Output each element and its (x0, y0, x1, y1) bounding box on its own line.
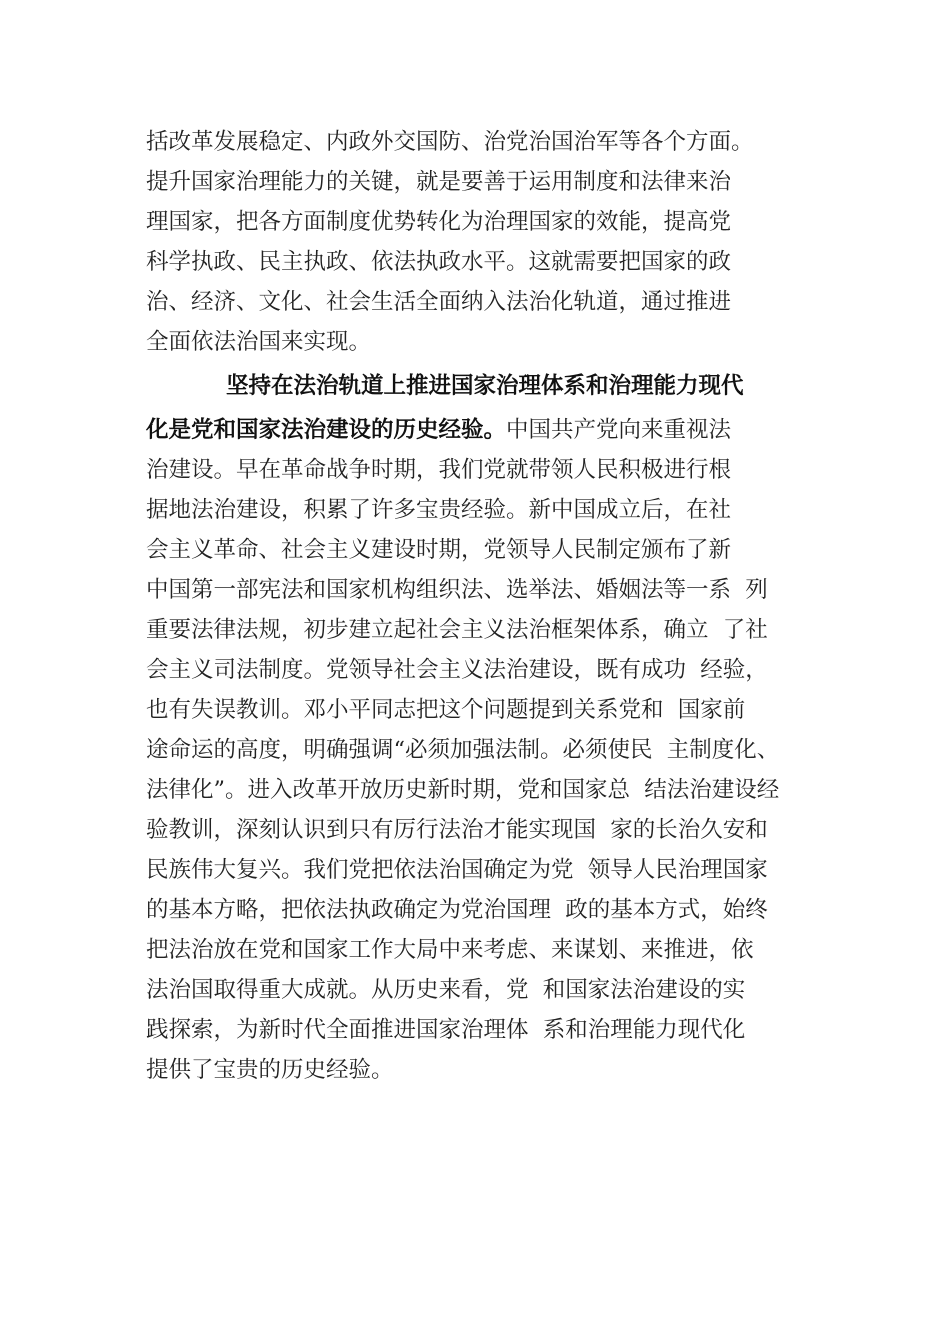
text-line-rest: 中国共产党向来重视法 (506, 417, 732, 443)
text-line: 法治国取得重大成就。从历史来看，党 和国家法治建设的实 (146, 977, 746, 1003)
text-line: 会主义司法制度。党领导社会主义法治建设，既有成功 经验， (146, 657, 768, 683)
document-body (146, 122, 846, 1090)
paragraph-2 (146, 366, 846, 1090)
text-line: 验教训，深刻认识到只有厉行法治才能实现国 家的长治久安和 (146, 817, 768, 843)
text-line: 据地法治建设，积累了许多宝贵经验。新中国成立后，在社 (146, 497, 732, 523)
text-line: 理国家，把各方面制度优势转化为治理国家的效能，提高党 (146, 209, 732, 235)
text-line (146, 410, 846, 450)
paragraph-heading-continued: 化是党和国家法治建设的历史经验。 (146, 417, 507, 443)
text-line: 的基本方略，把依法执政确定为党治国理 政的基本方式，始终 (146, 897, 768, 923)
paragraph-heading: 坚持在法治轨道上推进国家治理体系和治理能力现代 (226, 373, 744, 399)
text-line: 也有失误教训。邓小平同志把这个问题提到关系党和 国家前 (146, 697, 746, 723)
text-line: 科学执政、民主执政、依法执政水平。这就需要把国家的政 (146, 249, 732, 275)
text-line: 治、经济、文化、社会生活全面纳入法治化轨道，通过推进 (146, 289, 732, 315)
text-line: 重要法律法规，初步建立起社会主义法治框架体系，确立 了社 (146, 617, 768, 643)
text-line: 中国第一部宪法和国家机构组织法、选举法、婚姻法等一系 列 (146, 577, 768, 603)
text-line: 括改革发展稳定、内政外交国防、治党治国治军等各个方面。 (146, 129, 754, 155)
text-line: 把法治放在党和国家工作大局中来考虑、来谋划、来推进，依 (146, 937, 754, 963)
text-line: 民族伟大复兴。我们党把依法治国确定为党 领导人民治理国家 (146, 857, 768, 883)
text-line: 全面依法治国来实现。 (146, 329, 372, 355)
text-line: 践探索，为新时代全面推进国家治理体 系和治理能力现代化 (146, 1017, 746, 1043)
paragraph-1 (146, 122, 846, 366)
text-line: 会主义革命、社会主义建设时期，党领导人民制定颁布了新 (146, 537, 732, 563)
text-line: 提供了宝贵的历史经验。 (146, 1057, 394, 1083)
text-line: 途命运的高度，明确强调“必须加强法制。必须使民 主制度化、 (146, 737, 780, 763)
text-line: 法律化”。进入改革开放历史新时期，党和国家总 结法治建设经 (146, 777, 780, 803)
text-line: 治建设。早在革命战争时期，我们党就带领人民积极进行根 (146, 457, 732, 483)
text-line: 提升国家治理能力的关键，就是要善于运用制度和法律来治 (146, 169, 732, 195)
